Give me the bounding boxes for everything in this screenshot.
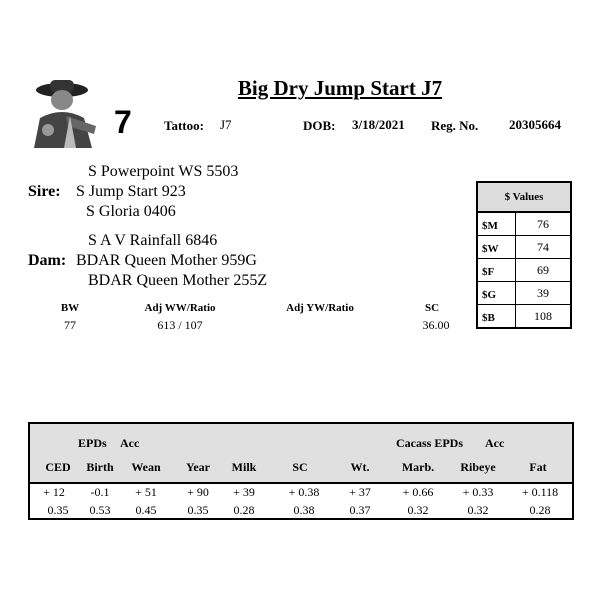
carcass-acc-label: Acc [485, 436, 505, 450]
epd-marb: + 0.66 [402, 485, 434, 499]
col-ced: CED [45, 460, 71, 474]
epd-wt: + 37 [349, 485, 371, 499]
sc-label: SC [424, 302, 440, 314]
reg-value: 20305664 [509, 117, 561, 132]
dam-name: BDAR Queen Mother 959G [76, 252, 257, 269]
epd-milk: + 39 [233, 485, 255, 499]
epd-year: + 90 [187, 485, 209, 499]
epd-acc-label: Acc [120, 436, 140, 450]
col-ribeye: Ribeye [460, 460, 496, 474]
dob-value: 3/18/2021 [352, 117, 405, 132]
col-year: Year [186, 460, 210, 474]
col-birth: Birth [86, 460, 114, 474]
epd-birth: -0.1 [90, 485, 110, 499]
dollar-value-label: $W [478, 236, 516, 258]
adj-yw-label: Adj YW/Ratio [286, 302, 354, 314]
dollar-values-table [476, 181, 572, 329]
dollar-value-row [478, 236, 570, 259]
acc-marb: 0.32 [407, 503, 429, 517]
acc-ribeye: 0.32 [467, 503, 489, 517]
lot-number: 7 [114, 104, 132, 140]
animal-name: Big Dry Jump Start J7 [237, 76, 443, 100]
col-milk: Milk [231, 460, 257, 474]
acc-fat: 0.28 [529, 503, 551, 517]
dam-sire: S A V Rainfall 6846 [88, 232, 218, 249]
sire-name: S Jump Start 923 [76, 183, 186, 200]
epd-wean: + 51 [135, 485, 157, 499]
bw-value: 77 [64, 318, 76, 332]
dollar-value: 39 [537, 286, 549, 300]
dam-dam: BDAR Queen Mother 255Z [88, 272, 268, 289]
epd-ribeye: + 0.33 [462, 485, 494, 499]
sire-label: Sire: [28, 183, 61, 200]
tattoo-value: J7 [220, 117, 232, 132]
cowboy-photo [26, 76, 100, 148]
bw-label: BW [60, 302, 80, 314]
dollar-value-label: $F [478, 259, 516, 281]
acc-year: 0.35 [187, 503, 209, 517]
sire-sire: S Powerpoint WS 5503 [88, 163, 239, 180]
dollar-value-row [478, 213, 570, 236]
acc-sc: 0.38 [293, 503, 315, 517]
sc-value: 36.00 [422, 318, 450, 332]
acc-milk: 0.28 [233, 503, 255, 517]
dollar-value: 69 [537, 263, 549, 277]
dollar-values-header: $ Values [478, 183, 570, 213]
acc-wt: 0.37 [349, 503, 371, 517]
col-sc: SC [292, 460, 308, 474]
epd-fat: + 0.118 [521, 485, 559, 499]
tattoo-label: Tattoo: [164, 118, 204, 133]
col-wt: Wt. [350, 460, 370, 474]
dollar-value: 108 [534, 309, 552, 323]
adj-ww-label: Adj WW/Ratio [144, 302, 216, 314]
acc-ced: 0.35 [47, 503, 69, 517]
dollar-value-row [478, 282, 570, 305]
dob-label: DOB: [303, 118, 336, 133]
col-marb: Marb. [401, 460, 435, 474]
epd-header [30, 424, 572, 484]
dollar-value-label: $B [478, 305, 516, 327]
dollar-value: 76 [537, 217, 549, 231]
adj-ww-value: 613 / 107 [157, 318, 203, 332]
reg-label: Reg. No. [431, 118, 479, 133]
epd-sc: + 0.38 [288, 485, 320, 499]
col-wean: Wean [131, 460, 161, 474]
epd-ced: + 12 [43, 485, 65, 499]
sire-dam: S Gloria 0406 [86, 203, 176, 220]
dollar-value-row [478, 305, 570, 327]
carcass-epd-group-label: Cacass EPDs [396, 436, 464, 450]
epd-table [28, 422, 574, 520]
acc-wean: 0.45 [135, 503, 157, 517]
dollar-value: 74 [537, 240, 549, 254]
col-fat: Fat [529, 460, 547, 474]
epd-group-label: EPDs [78, 436, 107, 450]
dam-label: Dam: [28, 252, 67, 269]
dollar-value-label: $M [478, 213, 516, 235]
dollar-value-row [478, 259, 570, 282]
dollar-value-label: $G [478, 282, 516, 304]
acc-birth: 0.53 [89, 503, 111, 517]
